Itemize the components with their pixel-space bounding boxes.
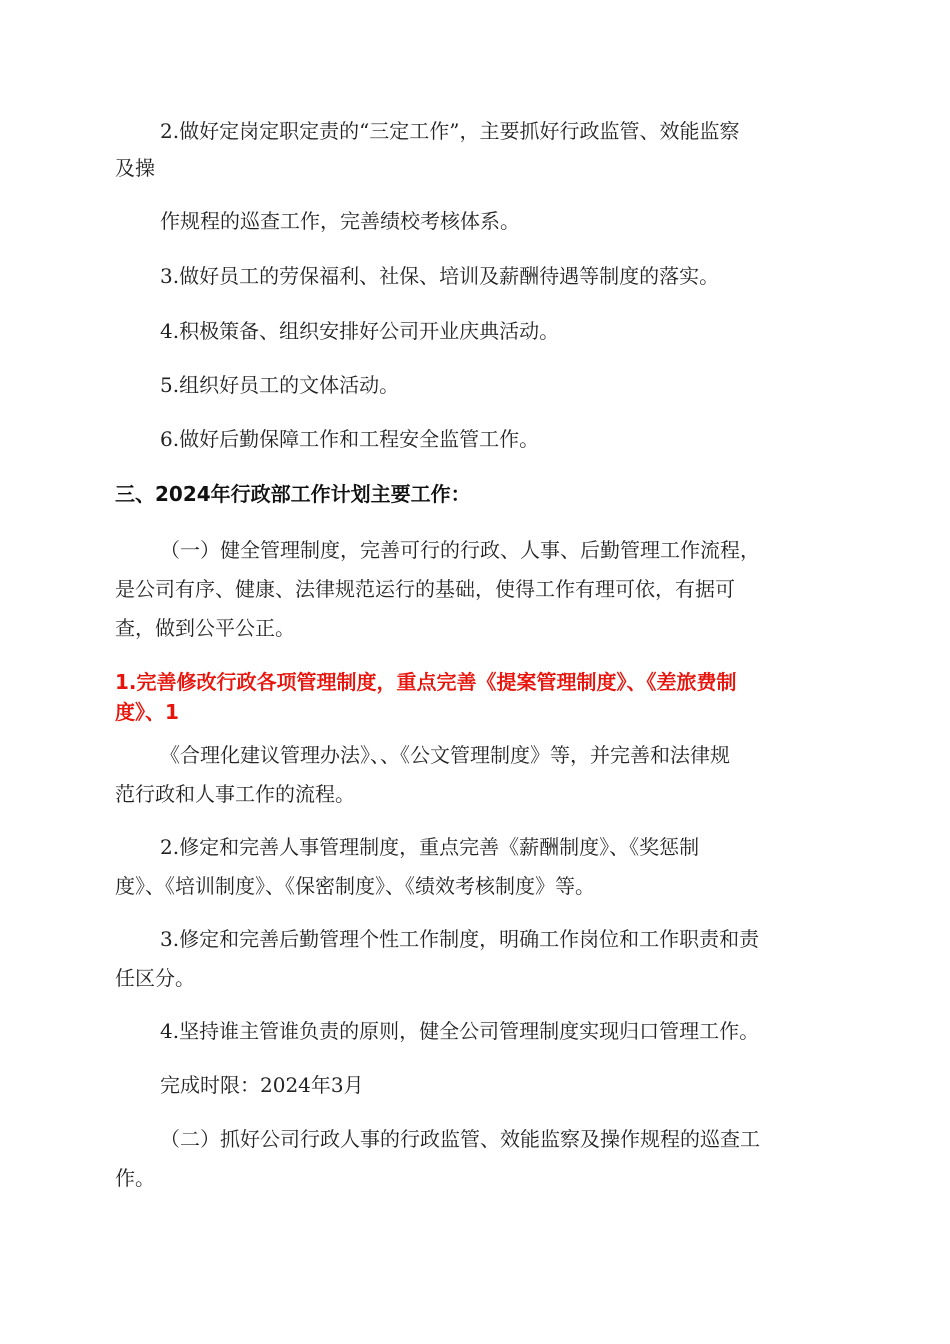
paragraph-line: 任区分。 <box>115 966 195 990</box>
paragraph-line: 6.做好后勤保障工作和工程安全监管工作。 <box>160 427 540 451</box>
paragraph-line: 《合理化建议管理办法》、、《公文管理制度》等，并完善和法律规 <box>160 743 730 767</box>
paragraph-line: 作。 <box>115 1166 155 1190</box>
paragraph-line: （一）健全管理制度，完善可行的行政、人事、后勤管理工作流程， <box>160 538 760 562</box>
paragraph-line: 度》、《培训制度》、《保密制度》、《绩效考核制度》等。 <box>115 874 595 898</box>
paragraph-line: 作规程的巡查工作，完善绩校考核体系。 <box>160 209 520 233</box>
highlighted-line: 1.完善修改行政各项管理制度，重点完善《提案管理制度》、《差旅费制 <box>115 670 737 694</box>
paragraph-line: 2.做好定岗定职定责的“三定工作”，主要抓好行政监管、效能监察 <box>160 119 740 143</box>
paragraph-line: 范行政和人事工作的流程。 <box>115 782 355 806</box>
paragraph-line: （二）抓好公司行政人事的行政监管、效能监察及操作规程的巡查工 <box>160 1127 760 1151</box>
paragraph-line: 及操 <box>115 156 155 180</box>
paragraph-line: 4.坚持谁主管谁负责的原则，健全公司管理制度实现归口管理工作。 <box>160 1019 760 1043</box>
paragraph-line: 是公司有序、健康、法律规范运行的基础，使得工作有理可依，有据可 <box>115 577 735 601</box>
paragraph-line: 3.修定和完善后勤管理个性工作制度，明确工作岗位和工作职责和责 <box>160 927 760 951</box>
highlighted-line: 度》、1 <box>115 700 179 724</box>
paragraph-line: 2.修定和完善人事管理制度，重点完善《薪酬制度》、《奖惩制 <box>160 835 700 859</box>
paragraph-line: 4.积极策备、组织安排好公司开业庆典活动。 <box>160 319 560 343</box>
paragraph-line: 完成时限：2024年3月 <box>160 1073 364 1097</box>
paragraph-line: 5.组织好员工的文体活动。 <box>160 373 400 397</box>
section-heading: 三、2024年行政部工作计划主要工作： <box>115 482 471 506</box>
paragraph-line: 查，做到公平公正。 <box>115 616 295 640</box>
paragraph-line: 3.做好员工的劳保福利、社保、培训及薪酬待遇等制度的落实。 <box>160 264 720 288</box>
